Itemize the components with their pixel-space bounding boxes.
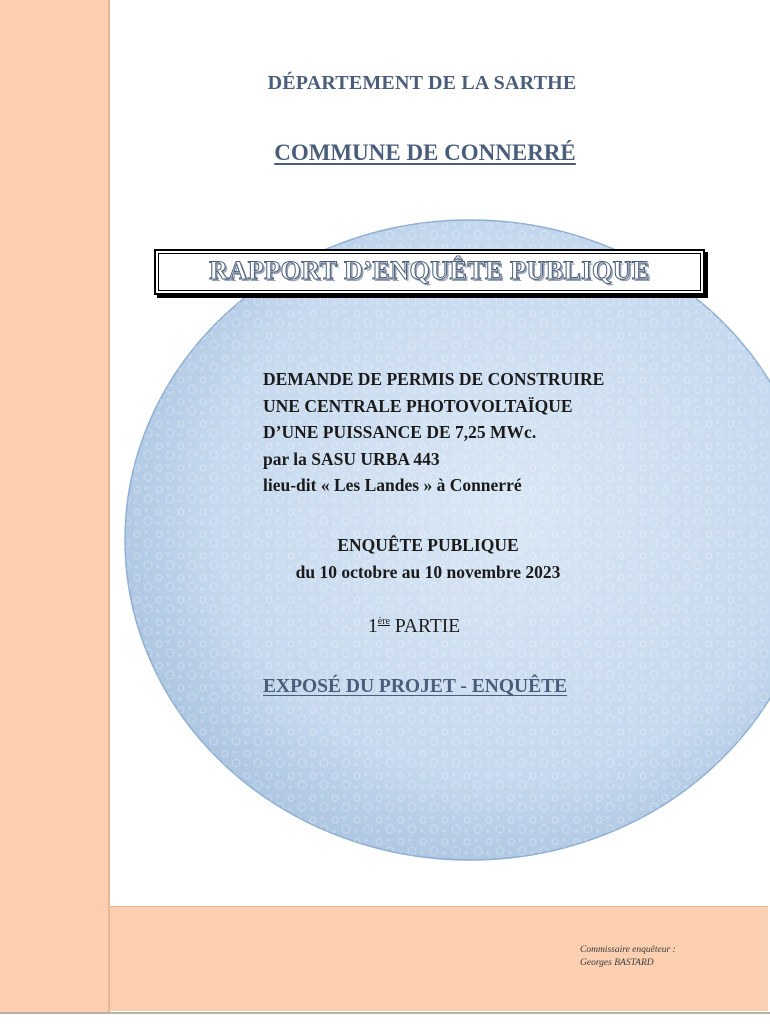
part-label bbox=[368, 616, 460, 638]
enquiry-label: ENQUÊTE PUBLIQUE bbox=[337, 535, 519, 555]
part-ordinal-suffix: ère bbox=[377, 616, 390, 627]
project-description-line: D’UNE PUISSANCE DE 7,25 MWc. bbox=[263, 422, 537, 442]
part-word: PARTIE bbox=[394, 616, 461, 637]
project-description-line: lieu-dit « Les Landes » à Connerré bbox=[263, 475, 522, 495]
enquiry-block bbox=[258, 532, 598, 586]
section-heading: EXPOSÉ DU PROJET - ENQUÊTE bbox=[263, 676, 568, 697]
part-number: 1 bbox=[368, 616, 378, 637]
project-description bbox=[263, 366, 604, 499]
commissioner-signature bbox=[580, 944, 676, 970]
report-title: RAPPORT D’ENQUÊTE PUBLIQUE bbox=[209, 256, 650, 285]
project-description-line: par la SASU URBA 443 bbox=[263, 448, 440, 469]
commissioner-role: Commissaire enquêteur : bbox=[580, 945, 676, 955]
department-heading: DÉPARTEMENT DE LA SARTHE bbox=[267, 72, 577, 94]
enquiry-dates: du 10 octobre au 10 novembre 2023 bbox=[295, 562, 561, 582]
project-description-line: DEMANDE DE PERMIS DE CONSTRUIRE bbox=[263, 369, 605, 389]
commissioner-name: Georges BASTARD bbox=[580, 958, 654, 968]
bottom-rule bbox=[0, 1012, 770, 1014]
commune-heading: COMMUNE DE CONNERRÉ bbox=[274, 140, 576, 165]
report-title-box bbox=[154, 249, 705, 295]
project-description-line: UNE CENTRALE PHOTOVOLTAÏQUE bbox=[263, 395, 573, 416]
